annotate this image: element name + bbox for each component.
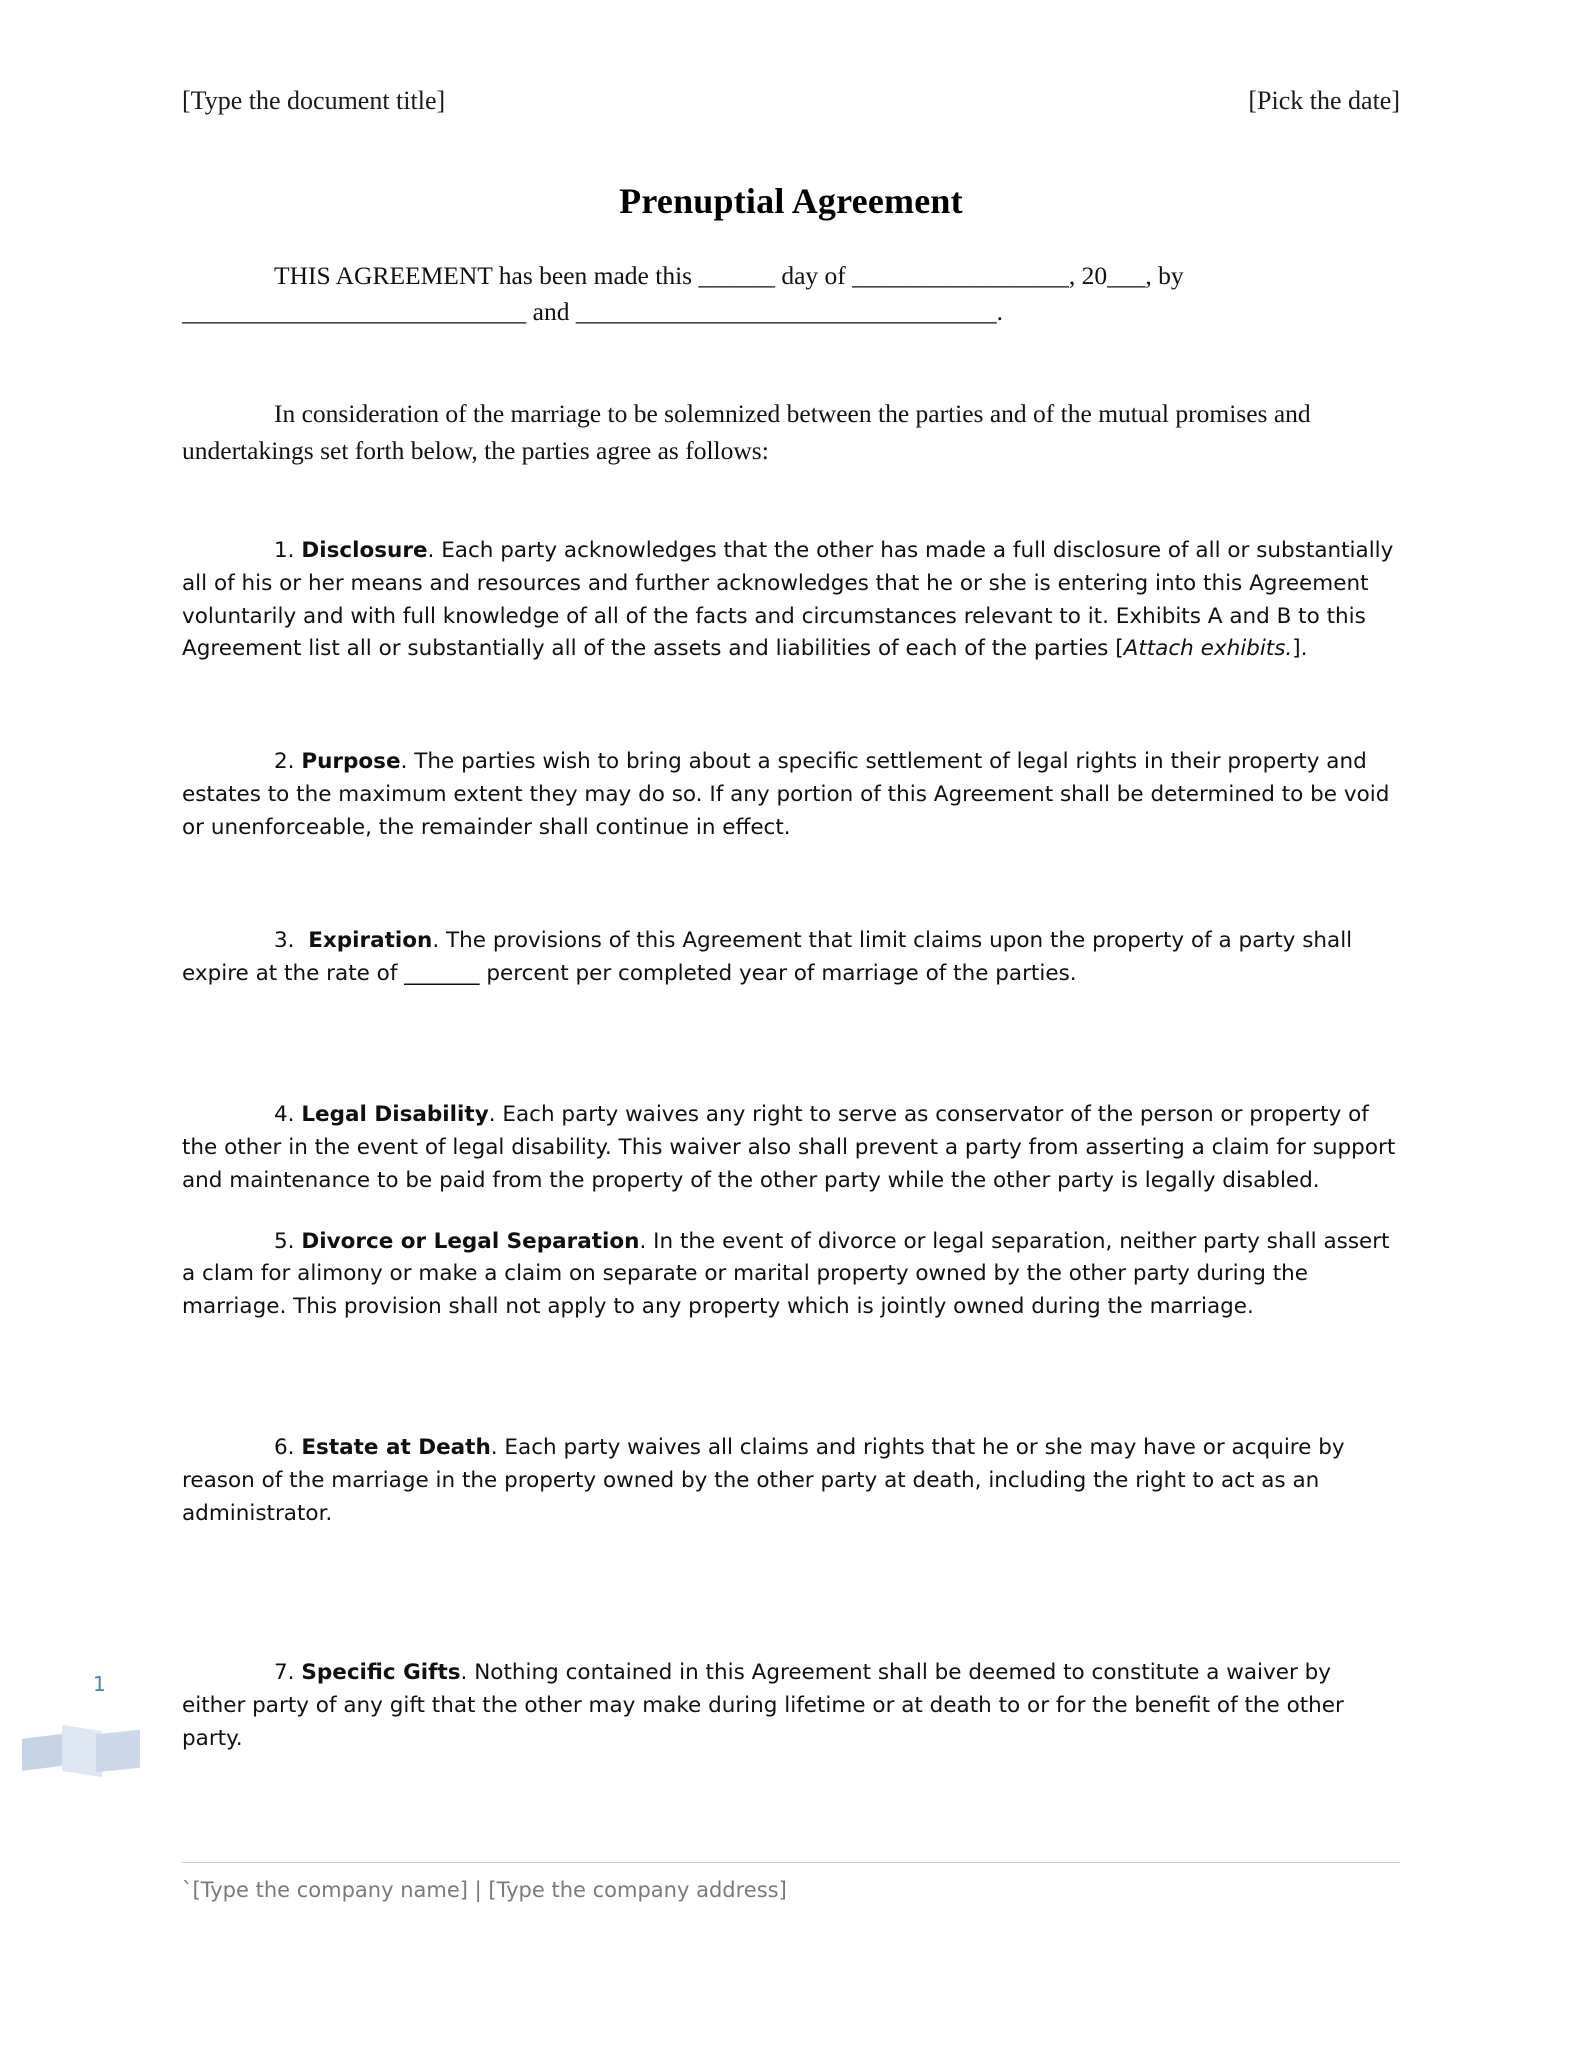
clause-7-body: . Nothing contained in this Agreement shall be deemed to constitute a waiver by either party of any gift that the other may make during lifetime or at death to or for the benefit of the other party. — [182, 1659, 1344, 1751]
agreement-intro-line-2: ___________________________ and _________________________________. — [182, 297, 1003, 327]
clause-3 — [182, 925, 1400, 991]
page-footer[interactable]: `[Type the company name] | [Type the company address] — [182, 1878, 787, 1902]
header-date-placeholder[interactable]: [Pick the date] — [1248, 86, 1400, 115]
clause-6-term: Estate at Death — [301, 1435, 491, 1461]
clause-5-term: Divorce or Legal Separation — [301, 1228, 640, 1254]
clause-5-body: . In the event of divorce or legal separation, neither party shall assert a clam for alimony or make a claim on separate or marital property owned by the other party during the marriage. This provision shall not apply to any property which is jointly owned during the marriage. — [182, 1228, 1390, 1320]
clause-1-body: . Each party acknowledges that the other has made a full disclosure of all or substantially all of his or her means and resources and further acknowledges that he or she is entering into this Agreement voluntarily and with full knowledge of all of the facts and circumstances relevant to it. Exhibits A and B to this Agreement list all or substantially all of the assets and liabilities of each of the parties [ — [182, 537, 1394, 662]
clause-7 — [182, 1657, 1400, 1756]
clause-3-number: 3. — [274, 928, 295, 954]
page-title: Prenuptial Agreement — [619, 181, 963, 221]
clause-4-number: 4. — [274, 1101, 295, 1127]
clause-1-term: Disclosure — [301, 537, 428, 563]
page-number: 1 — [93, 1672, 106, 1696]
clause-2-term: Purpose — [301, 749, 401, 775]
clause-3-body: . The provisions of this Agreement that limit claims upon the property of a party shall expire at the rate of _______ percent per completed year of marriage of the parties. — [182, 928, 1353, 986]
clause-3-term: Expiration — [308, 928, 433, 954]
clause-6 — [182, 1432, 1400, 1531]
clause-1-body-italic: Attach exhibits. — [1123, 636, 1293, 662]
consideration-paragraph: In consideration of the marriage to be solemnized between the parties and of the mutual promises and undertakings set forth below, the parties agree as follows: — [182, 399, 1311, 465]
clause-2-number: 2. — [274, 749, 295, 775]
document-body — [182, 258, 1400, 1756]
agreement-intro-line-1: THIS AGREEMENT has been made this ______ day of _________________, 20___, by — [274, 261, 1184, 290]
clause-7-term: Specific Gifts — [301, 1659, 461, 1685]
clause-4 — [182, 1099, 1400, 1198]
page-header — [182, 86, 1400, 116]
clause-1-body-tail: ]. — [1292, 636, 1308, 662]
footer-divider — [182, 1862, 1400, 1863]
clause-6-body: . Each party waives all claims and rights that he or she may have or acquire by reason of the marriage in the property owned by the other party at death, including the right to act as an administrator. — [182, 1435, 1345, 1526]
clause-2-body: . The parties wish to bring about a specific settlement of legal rights in their property and estates to the maximum extent they may do so. If any portion of this Agreement shall be determined to be void or unenforceable, the remainder shall continue in effect. — [182, 749, 1390, 841]
clause-7-number: 7. — [274, 1659, 295, 1685]
clause-5-number: 5. — [274, 1228, 295, 1254]
clause-4-body: . Each party waives any right to serve as conservator of the person or property of the other in the event of legal disability. This waiver also shall prevent a party from asserting a claim for support and maintenance to be paid from the property of the other party while the other party is legally disabled. — [182, 1101, 1396, 1193]
clause-2 — [182, 746, 1400, 845]
clause-6-number: 6. — [274, 1435, 295, 1461]
clause-5 — [182, 1226, 1400, 1325]
header-title-placeholder[interactable]: [Type the document title] — [182, 86, 446, 115]
decorative-ribbon-icon — [22, 1718, 140, 1780]
clause-1 — [182, 535, 1400, 667]
clause-4-term: Legal Disability — [301, 1101, 489, 1127]
clause-1-number: 1. — [274, 537, 295, 563]
